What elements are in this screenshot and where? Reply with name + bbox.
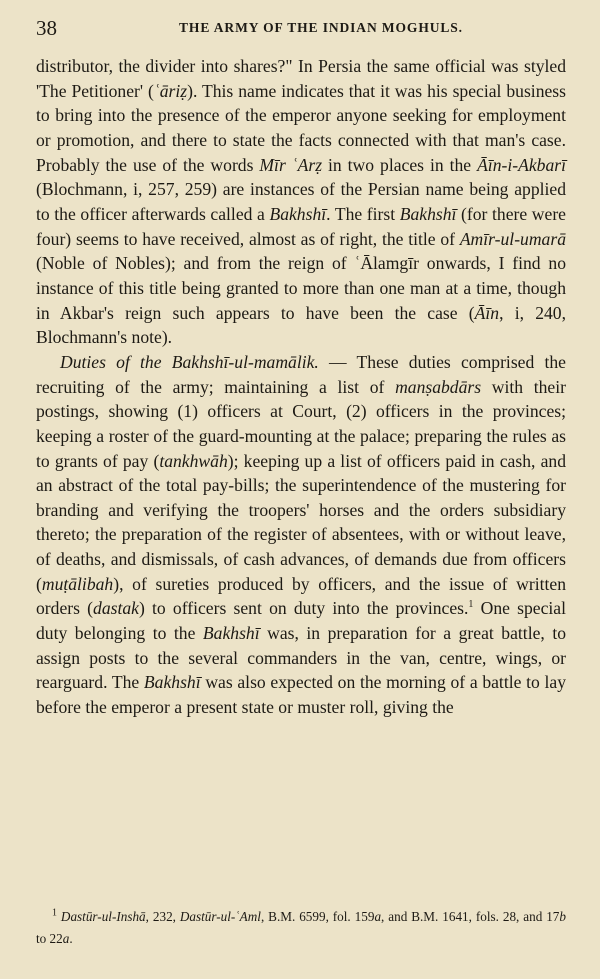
italic-term: a [374,909,382,924]
text-run: , B.M. 6599, fol. 159 [260,909,375,924]
text-run: , i, 240, Blochmann's note). [36,302,566,348]
text-run: , 232, [145,909,180,924]
paragraph-2 [36,350,566,720]
page-header [36,16,566,44]
text-run: was, in preparation for a great battle, to assign posts to the several commanders in the van, centre, wings, or rearguard. The [36,623,566,693]
italic-term: ʿāriẓ [153,80,188,101]
italic-term: dastak [93,598,139,619]
italic-term: Bakhshī [269,203,327,224]
text-run: One special duty belonging to the [36,598,566,644]
italic-term: Bakhshī [143,672,201,693]
italic-term: b [559,909,566,924]
text-run: (Blochmann, i, 257, 259) are instances of the Persian name being applied to the officer afterwards called a [36,179,566,224]
text-run: ); keeping up a list of officers paid in cash, and an abstract of the total pay-bills; the superintendence of the mustering for branding and verifying the troopers' horses and the orders subsidiary thereto; the preparation of the register of absentees, with or without leave, of deaths, and dismissals, of cash advances, of demands due from officers ( [36,450,566,594]
text-run: in two places in the [322,154,478,175]
footnotes [36,906,566,950]
text-run: ). This name indicates that it was his special business to bring into the presence of the emperor anyone seeking for employment or promotion, and there to state the facts connected with that man's case. Probably the use of the words [36,80,566,175]
page-number: 38 [36,16,57,40]
italic-term: Bakhshī [399,203,457,224]
paragraph-1 [36,54,566,350]
footnote-1 [36,906,566,950]
italic-term: Āīn-i-Akbarī [477,154,566,175]
body-text [36,54,566,720]
italic-term: manṣabdārs [395,376,482,397]
text-run: (Noble of Nobles); and from the reign of ʿĀlamgīr onwards, I find no instance of this title being granted to more than one man at a time, though in Akbar's reign such appears to have been the case ( [36,253,566,323]
text-run: ), of sureties produced by officers, and the issue of written orders ( [36,573,566,619]
text-run: (for there were four) seems to have received, almost as of right, the title of [36,203,566,249]
footnote-marker: 1 [468,599,474,611]
text-run: to 22 [36,931,63,946]
text-run: distributor, the divider into shares?" In Persia the same official was styled 'The Petitioner' ( [36,56,566,101]
italic-term: Āīn [474,302,500,323]
text-run: was also expected on the morning of a battle to lay before the emperor a present state or muster roll, giving the [36,672,566,718]
text-run: — These duties comprised the recruiting of the army; maintaining a list of [36,351,566,397]
italic-term: tankhwāh [159,450,228,471]
running-head: THE ARMY OF THE INDIAN MOGHULS. [179,20,463,35]
text-run: , and B.M. 1641, fols. 28, and 17 [381,909,560,924]
italic-term: Amīr-ul-umarā [459,228,566,249]
section-heading: Duties of the Bakhshī-ul-mamālik. [60,351,319,372]
italic-term: Dastūr-ul-Inshā [60,909,146,924]
italic-term: a [62,931,70,946]
text-run: . [69,931,73,946]
italic-term: Bakhshī [202,623,260,644]
italic-term: muṭālibah [41,573,114,594]
text-run: . The first [326,203,400,224]
text-run: ) to officers sent on duty into the provinces. [138,598,469,619]
italic-term: Dastūr-ul-ʿAml [179,909,261,924]
italic-term: Mīr ʿArẓ [259,154,323,175]
footnote-number: 1 [52,907,57,919]
text-run: with their postings, showing (1) officers at Court, (2) officers in the provinces; keeping a roster of the guard-mounting at the palace; preparing the rules as to grants of pay ( [36,376,566,471]
